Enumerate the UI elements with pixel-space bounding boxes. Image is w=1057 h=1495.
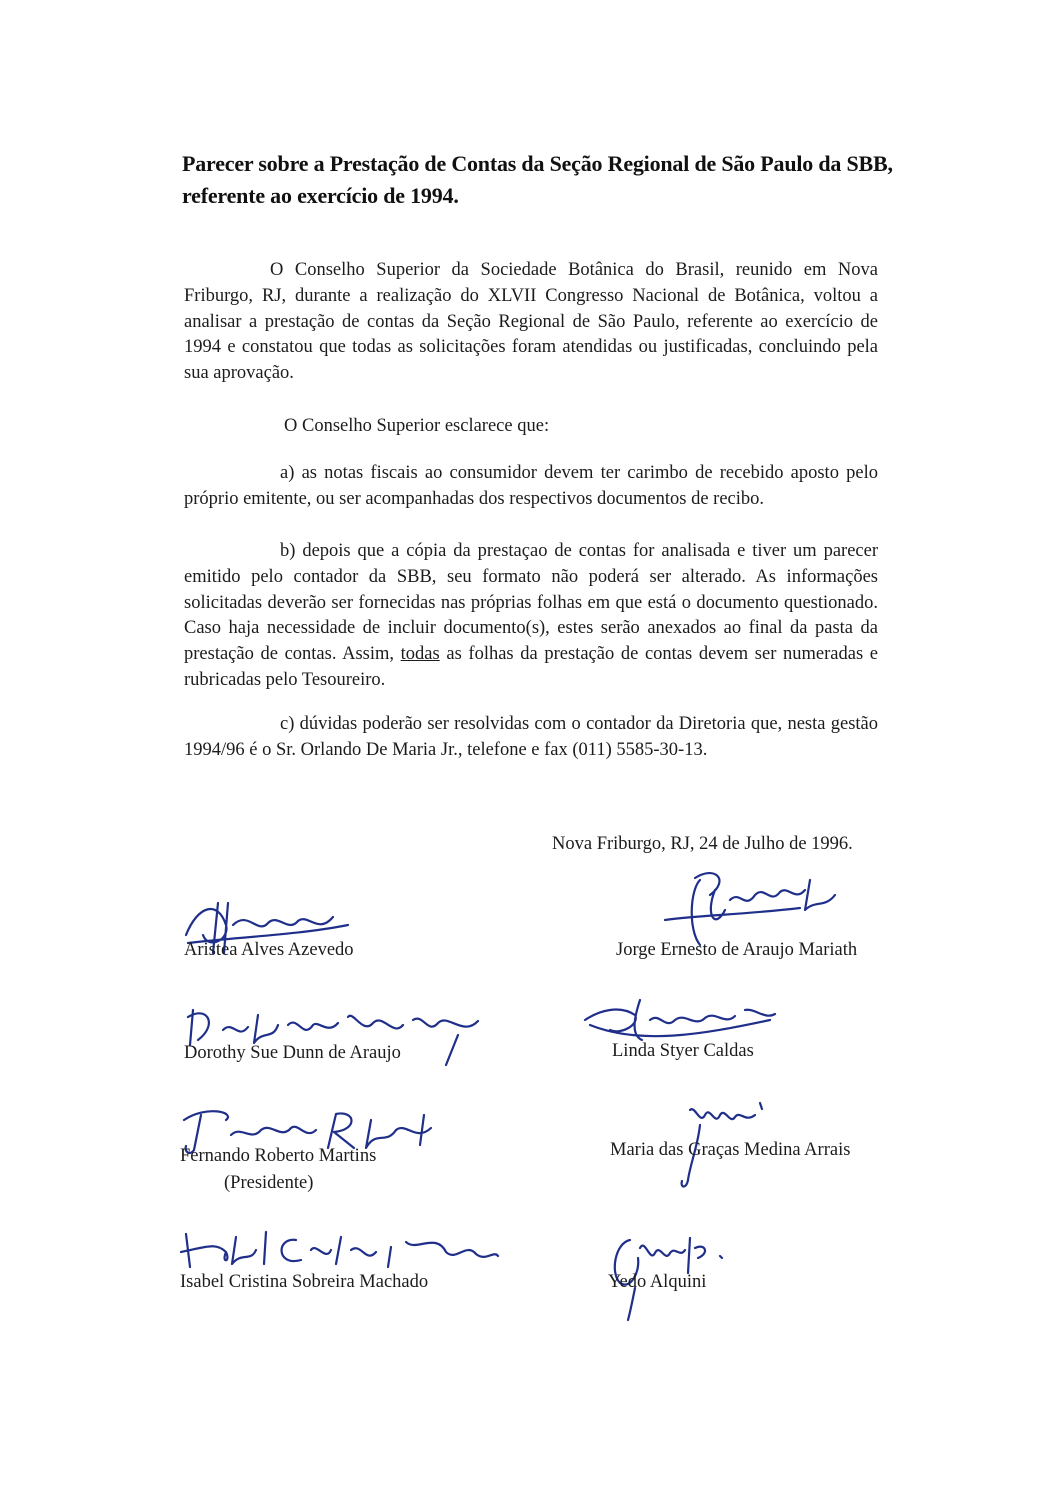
signature-isabel	[176, 1222, 506, 1277]
item-b-underlined-word: todas	[400, 644, 440, 665]
signatory-name-fernando: Fernando Roberto Martins	[180, 1146, 377, 1166]
paragraph-clarifies-text: O Conselho Superior esclarece que:	[284, 416, 550, 436]
item-c-text: c) dúvidas poderão ser resolvidas com o contador da Diretoria que, nesta gestão 1994/96 é o Sr. Orlando De Maria Jr., telefone e fax (011) 5585-30-13.	[184, 714, 878, 760]
paragraph-clarifies	[184, 414, 878, 440]
paragraph-intro-text: O Conselho Superior da Sociedade Botânica do Brasil, reunido em Nova Friburgo, RJ, durante a realização do XLVII Congresso Nacional de Botânica, voltou a analisar a prestação de contas da Seção Regional de São Paulo, referente ao exercício de 1994 e constatou que todas as solicitações foram atendidas ou justificadas, concluindo pela sua aprovação.	[184, 260, 878, 384]
signature-jorge	[660, 860, 860, 950]
item-b	[184, 539, 878, 694]
signatory-name-maria: Maria das Graças Medina Arrais	[610, 1140, 851, 1160]
item-c	[184, 712, 878, 764]
signatory-name-jorge: Jorge Ernesto de Araujo Mariath	[616, 940, 858, 960]
signatory-name-aristea: Aristea Alves Azevedo	[184, 940, 354, 960]
signatory-name-yedo: Yedo Alquini	[608, 1272, 707, 1292]
item-b-text-part2: as folhas da prestação de contas devem ser numeradas e rubricadas pelo Tesoureiro.	[184, 644, 878, 690]
paragraph-intro	[184, 258, 878, 387]
signatory-name-dorothy: Dorothy Sue Dunn de Araujo	[184, 1043, 401, 1063]
signatory-name-linda: Linda Styer Caldas	[612, 1041, 754, 1061]
item-a-text: a) as notas fiscais ao consumidor devem ter carimbo de recebido aposto pelo próprio emitente, ou ser acompanhadas dos respectivos documentos de recibo.	[184, 463, 878, 509]
place-date: Nova Friburgo, RJ, 24 de Julho de 1996.	[552, 834, 853, 854]
item-b-text-part1: b) depois que a cópia da prestaçao de contas for analisada e tiver um parecer emitido pelo contador da SBB, seu formato não poderá ser alterado. As informações solicitadas deverão ser fornecidas nas próprias folhas em que está o documento questionado. Caso haja necessidade de incluir documento(s), estes serão anexados ao final da pasta da prestação de contas. Assim,	[184, 541, 878, 665]
signatory-name-isabel: Isabel Cristina Sobreira Machado	[180, 1272, 429, 1292]
document-title: Parecer sobre a Prestação de Contas da Seção Regional de São Paulo da SBB, referente ao exercício de 1994.	[182, 151, 893, 208]
signatory-role-president: (Presidente)	[224, 1173, 314, 1193]
item-a	[184, 461, 878, 513]
